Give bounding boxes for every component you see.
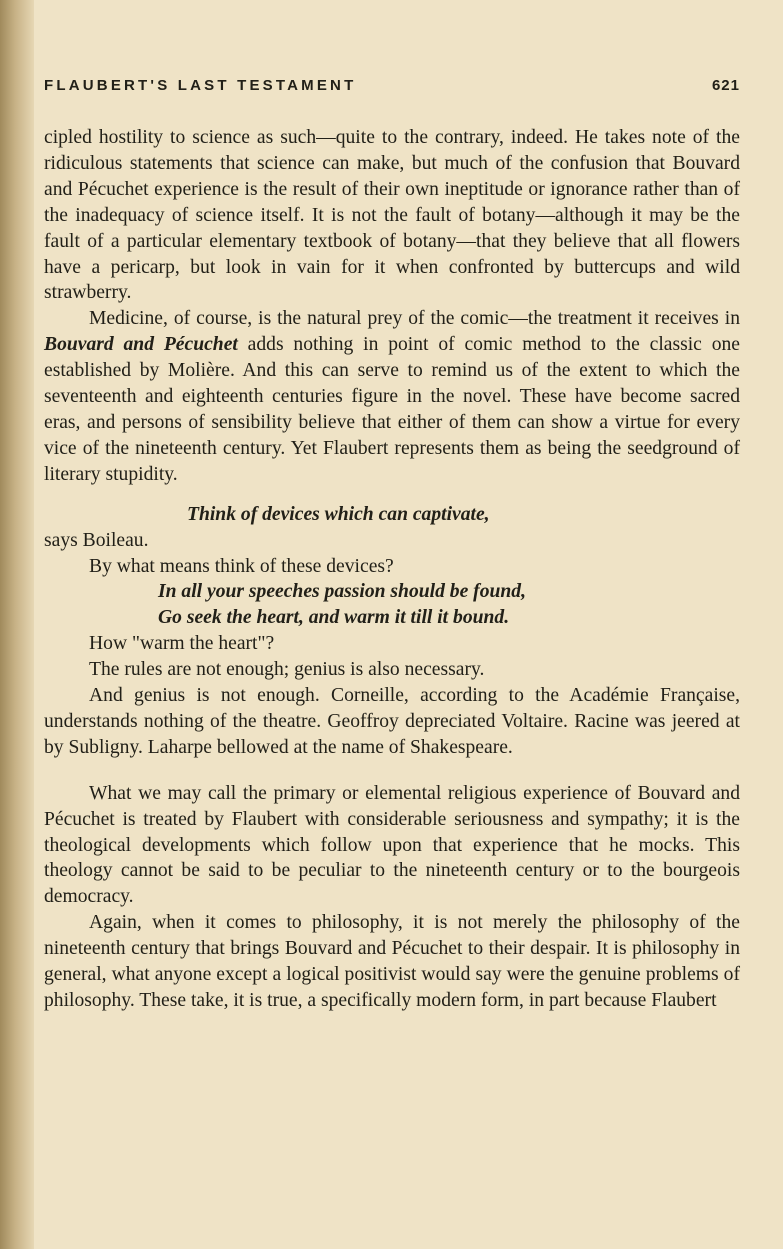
quote-line-2: In all your speeches passion should be found, [158,581,526,603]
book-binding-shadow [0,0,34,1249]
attribution-line: says Boileau. [44,529,149,551]
paragraph-2 [44,306,740,487]
quote-line-1: Think of devices which can captivate, [187,503,490,525]
question-line: By what means think of these devices? [89,555,394,577]
running-head [44,77,740,94]
book-title: Bouvard and Pécuchet [44,334,238,356]
running-head-title: FLAUBERT'S LAST TESTAMENT [44,77,357,94]
paragraph-1: cipled hostility to science as such—quite to the contrary, indeed. He takes note of the ridiculous statements that science can make, but much of the confusion that Bouvard and Pécuchet experience is the result of their own ineptitude or ignorance rather than of the inadequacy of science itself. It is not the fault of botany—although it may be the fault of a particular elementary textbook of botany—that they believe that all flowers have a pericarp, but look in vain for it when confronted by buttercups and wild strawberry. [44,127,740,304]
paragraph-2-start: Medicine, of course, is the natural prey of the comic—the treatment it receives in [89,308,740,330]
paragraph-4: What we may call the primary or elemental religious experience of Bouvard and Pécuchet is treated by Flaubert with considerable seriousness and sympathy; it is the theological developments which follow upon that experience that he mocks. This theology cannot be said to be peculiar to the nineteenth century or to the bourgeois democracy. [44,782,740,908]
how-line: How "warm the heart"? [89,633,275,655]
body-text [44,125,740,1014]
paragraph-5: Again, when it comes to philosophy, it is not merely the philosophy of the nineteenth century that brings Bouvard and Pécuchet to their despair. It is philosophy in general, what anyone except a logical positivist would say were the genuine problems of philosophy. These take, it is true, a specifically modern form, in part because Flaubert [44,912,740,1011]
paragraph-2-end: adds nothing in point of comic method to the classic one established by Molière. And this can serve to remind us of the extent to which the seventeenth and eighteenth centuries figure in the novel. These have become sacred eras, and persons of sensibility believe that either of them can show a virtue for every vice of the nineteenth century. Yet Flaubert represents them as being the seedground of literary stupidity. [44,334,740,485]
page-number: 621 [711,77,740,94]
rules-line: The rules are not enough; genius is also necessary. [89,659,485,681]
paragraph-3: And genius is not enough. Corneille, according to the Académie Française, understands nothing of the theatre. Geoffroy depreciated Voltaire. Racine was jeered at by Subligny. Laharpe bellowed at the name of Shakespeare. [44,685,740,758]
book-page [44,0,740,1249]
quote-line-3: Go seek the heart, and warm it till it bound. [158,607,510,629]
